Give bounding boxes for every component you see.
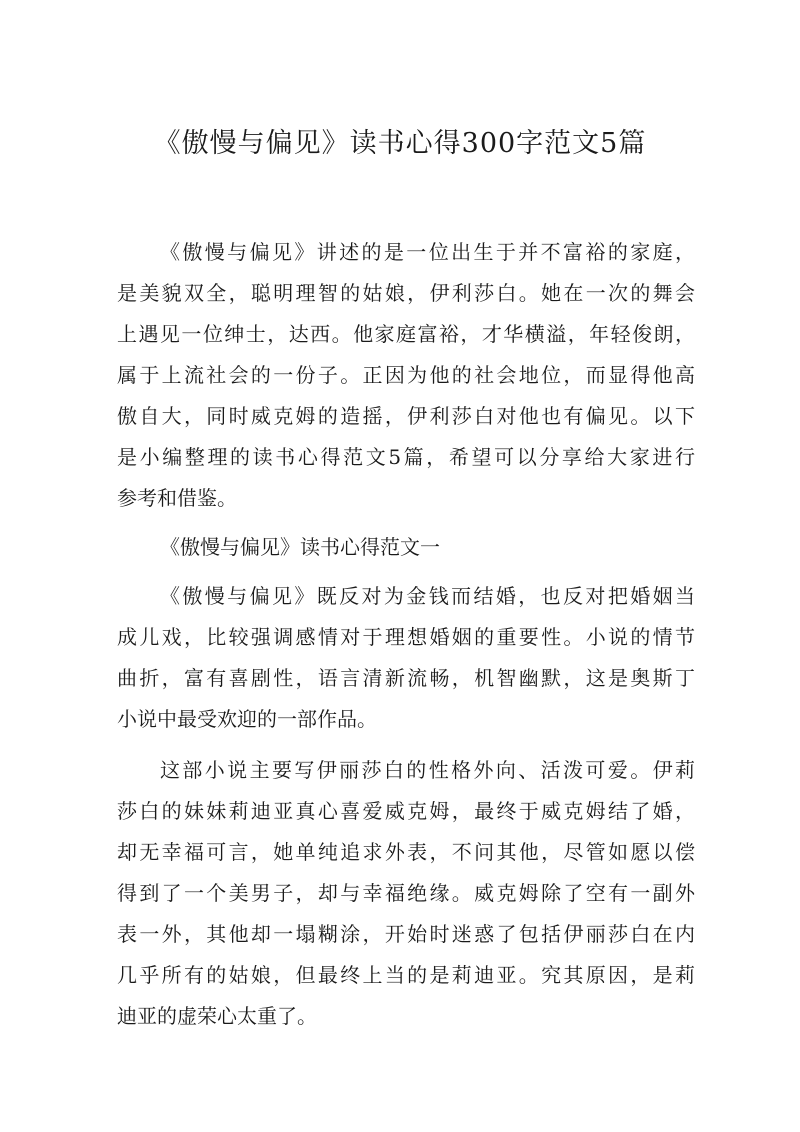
text-line: 属于上流社会的一份子。正因为他的社会地位，而显得他高 <box>117 363 695 387</box>
text-line: 是小编整理的读书心得范文5篇，希望可以分享给大家进行 <box>117 445 695 469</box>
text-line: 参考和借鉴。 <box>117 486 237 510</box>
text-line: 《傲慢与偏见》读书心得范文一 <box>160 535 440 559</box>
paragraph-essay1-1 <box>117 576 695 740</box>
paragraph-essay1-2 <box>117 750 695 1037</box>
paragraph-intro <box>117 232 695 519</box>
text-line: 莎白的妹妹莉迪亚真心喜爱威克姆，最终于威克姆结了婚， <box>117 799 695 823</box>
text-line: 表一外，其他却一塌糊涂，开始时迷惑了包括伊丽莎白在内 <box>117 922 695 946</box>
document-body <box>117 232 695 1037</box>
text-line: 迪亚的虚荣心太重了。 <box>117 1004 317 1028</box>
document-title: 《傲慢与偏见》读书心得300字范文5篇 <box>153 128 647 159</box>
text-line: 是美貌双全，聪明理智的姑娘，伊利莎白。她在一次的舞会 <box>117 281 695 305</box>
section-heading-essay-1 <box>117 527 695 568</box>
text-line: 得到了一个美男子，却与幸福绝缘。威克姆除了空有一副外 <box>117 881 695 905</box>
text-line: 小说中最受欢迎的一部作品。 <box>117 707 377 731</box>
text-line: 《傲慢与偏见》讲述的是一位出生于并不富裕的家庭， <box>160 240 695 264</box>
text-line: 《傲慢与偏见》既反对为金钱而结婚，也反对把婚姻当 <box>160 584 695 608</box>
text-line: 这部小说主要写伊丽莎白的性格外向、活泼可爱。伊莉 <box>160 758 695 782</box>
text-line: 却无幸福可言，她单纯追求外表，不问其他，尽管如愿以偿 <box>117 840 695 864</box>
text-line: 几乎所有的姑娘，但最终上当的是莉迪亚。究其原因，是莉 <box>117 963 695 987</box>
text-line: 傲自大，同时威克姆的造摇，伊利莎白对他也有偏见。以下 <box>117 404 695 428</box>
text-line: 成儿戏，比较强调感情对于理想婚姻的重要性。小说的情节 <box>117 625 695 649</box>
text-line: 上遇见一位绅士，达西。他家庭富裕，才华横溢，年轻俊朗， <box>117 322 695 346</box>
text-line: 曲折，富有喜剧性，语言清新流畅，机智幽默，这是奥斯丁 <box>117 666 695 690</box>
